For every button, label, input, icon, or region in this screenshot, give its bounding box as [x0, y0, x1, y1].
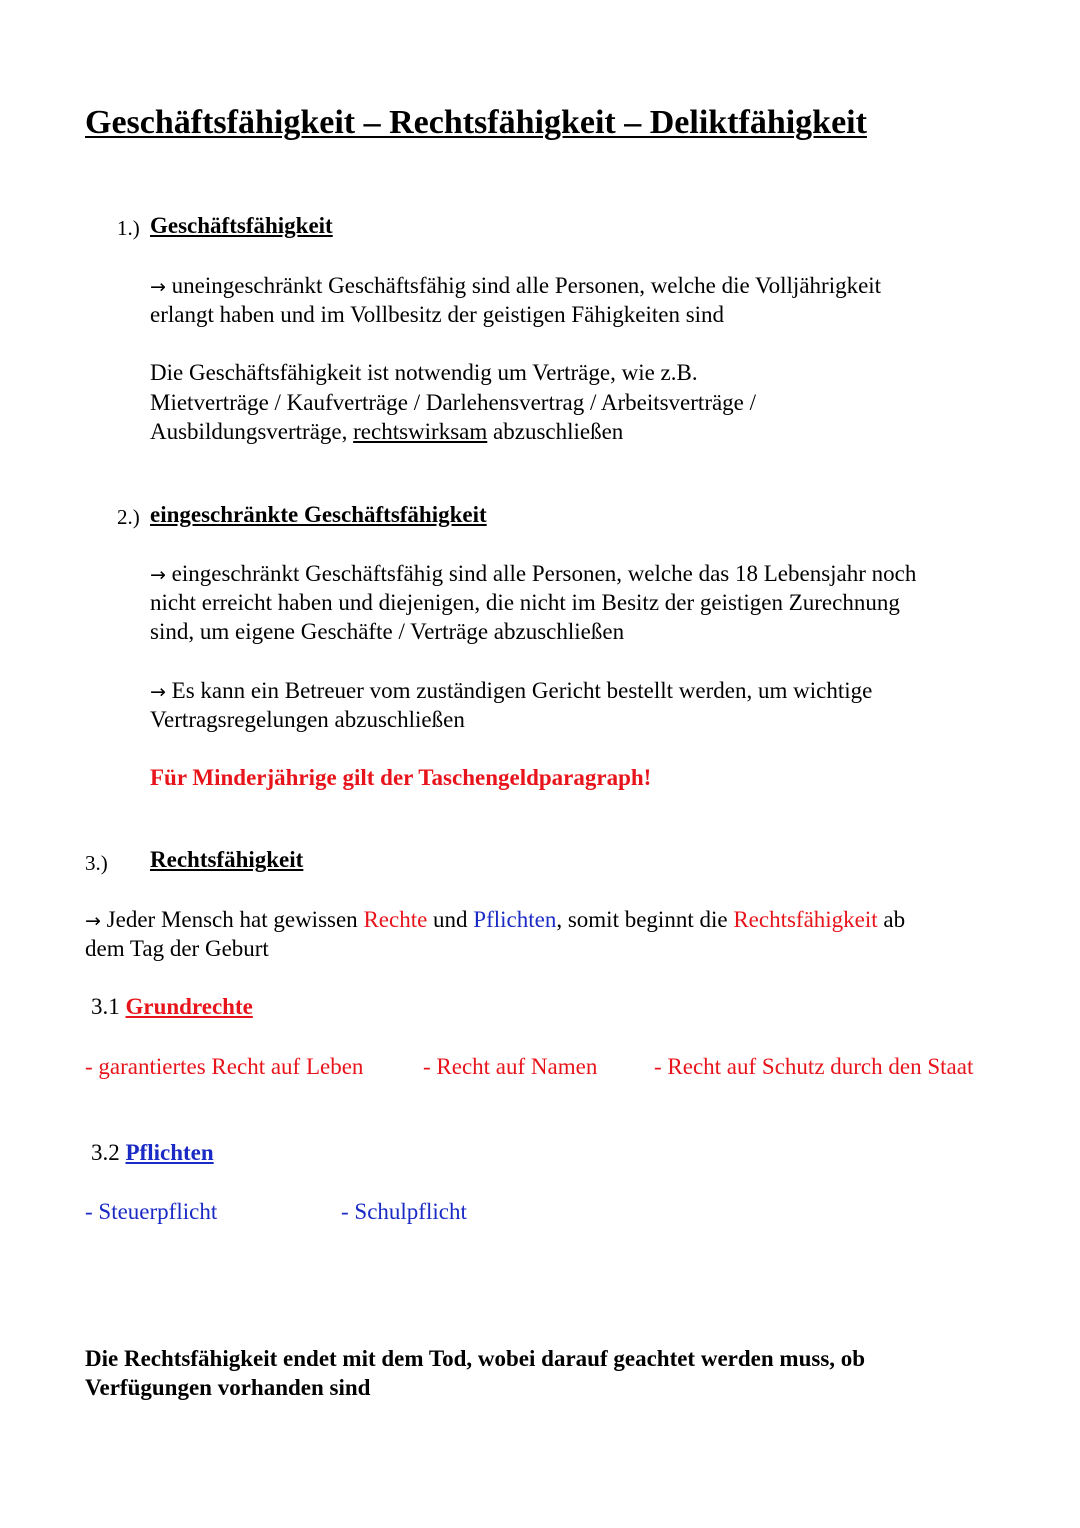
- grundrecht-item: - Recht auf Namen: [423, 1054, 598, 1079]
- section-1-para-2-line-2: Mietverträge / Kaufverträge / Darlehensvertrag / Arbeitsverträge /: [150, 390, 757, 415]
- section-2-para-2-line-1: → Es kann ein Betreuer vom zuständigen Gericht bestellt werden, um wichtige: [150, 678, 873, 703]
- subsection-3-2-heading: Pflichten: [125, 1140, 214, 1165]
- section-3-line-1: → Jeder Mensch hat gewissen Rechte und Pflichten, somit beginnt die Rechtsfähigkeit ab: [85, 907, 906, 932]
- subsection-3-2-number: 3.2: [91, 1140, 120, 1165]
- section-2-para-2-line-2: Vertragsregelungen abzuschließen: [150, 707, 465, 732]
- grundrecht-item: - garantiertes Recht auf Leben: [85, 1054, 364, 1079]
- arrow-icon: →: [150, 564, 166, 586]
- subsection-3-1-number: 3.1: [91, 994, 120, 1019]
- subsection-3-1-title: [91, 992, 253, 1022]
- closing-line-2: Verfügungen vorhanden sind: [85, 1375, 371, 1400]
- section-1-para-1-line-2: erlangt haben und im Vollbesitz der geistigen Fähigkeiten sind: [150, 302, 725, 327]
- section-2-para-1-line-1: → eingeschränkt Geschäftsfähig sind alle Personen, welche das 18 Lebensjahr noch: [150, 561, 917, 586]
- arrow-icon: →: [85, 910, 101, 932]
- section-1-para-1-line-1: → uneingeschränkt Geschäftsfähig sind alle Personen, welche die Volljährigkeit: [150, 273, 882, 298]
- pflicht-item: - Steuerpflicht: [85, 1199, 218, 1224]
- closing-line-1: Die Rechtsfähigkeit endet mit dem Tod, wobei darauf geachtet werden muss, ob: [85, 1346, 866, 1371]
- section-3-line-2: dem Tag der Geburt: [85, 936, 269, 961]
- rechtsfaehigkeit-term: Rechtsfähigkeit: [733, 907, 878, 932]
- section-3-heading: Rechtsfähigkeit: [150, 847, 304, 872]
- pflichten-term: Pflichten: [473, 907, 557, 932]
- rechte-term: Rechte: [363, 907, 428, 932]
- arrow-icon: →: [150, 276, 166, 298]
- section-2-heading: eingeschränkte Geschäftsfähigkeit: [150, 502, 487, 527]
- section-2-number: 2.): [117, 505, 140, 529]
- underlined-term: rechtswirksam: [353, 419, 488, 444]
- section-1-heading: Geschäftsfähigkeit: [150, 213, 333, 238]
- section-3-number: 3.): [85, 851, 108, 875]
- subsection-3-1-heading: Grundrechte: [125, 994, 253, 1019]
- section-2-para-1-line-2: nicht erreicht haben und diejenigen, die nicht im Besitz der geistigen Zurechnung: [150, 590, 900, 615]
- subsection-3-2-title: [91, 1138, 214, 1168]
- section-1-para-2-line-1: Die Geschäftsfähigkeit ist notwendig um Verträge, wie z.B.: [150, 360, 698, 385]
- pflicht-item: - Schulpflicht: [341, 1199, 467, 1224]
- section-1-para-2-line-3: Ausbildungsverträge, rechtswirksam abzuschließen: [150, 419, 624, 444]
- arrow-icon: →: [150, 681, 166, 703]
- page-title: Geschäftsfähigkeit – Rechtsfähigkeit – Deliktfähigkeit: [85, 104, 867, 141]
- section-2-para-1-line-3: sind, um eigene Geschäfte / Verträge abzuschließen: [150, 619, 625, 644]
- taschengeld-highlight: Für Minderjährige gilt der Taschengeldparagraph!: [150, 765, 652, 790]
- section-1-number: 1.): [117, 216, 140, 240]
- grundrecht-item: - Recht auf Schutz durch den Staat: [654, 1054, 974, 1079]
